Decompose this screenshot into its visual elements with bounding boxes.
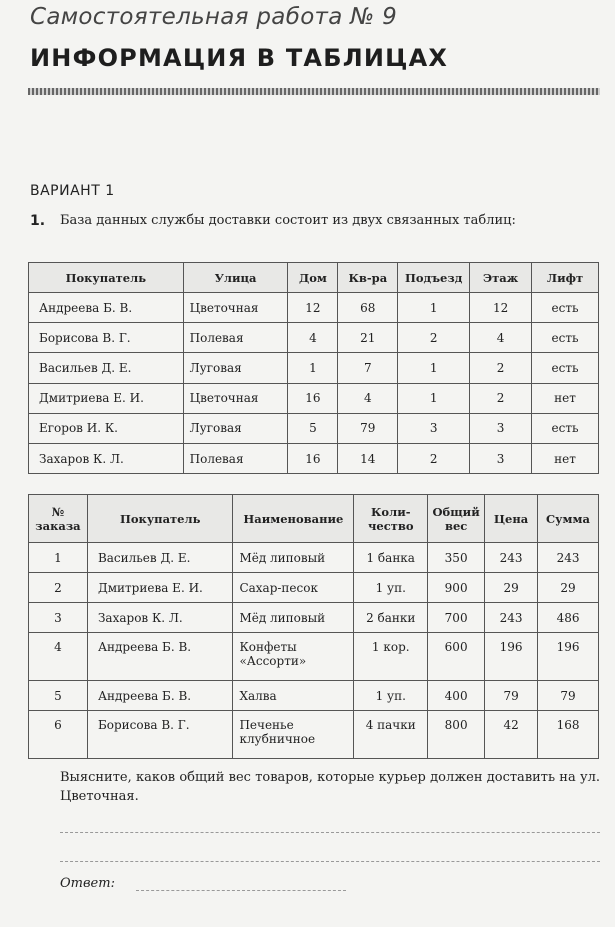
table-cell: 2 (470, 383, 532, 413)
table-cell: Полевая (183, 443, 288, 473)
column-header: № заказа (29, 495, 88, 543)
table-cell: Борисова В. Г. (29, 323, 184, 353)
table-cell: 4 (29, 633, 88, 681)
table-cell: Мёд липовый (233, 543, 354, 573)
table-cell: есть (532, 413, 599, 443)
page-title: ИНФОРМАЦИЯ В ТАБЛИЦАХ (30, 44, 449, 72)
table-cell: Полевая (183, 323, 288, 353)
table-cell: 12 (288, 293, 338, 323)
table-cell: Луговая (183, 353, 288, 383)
table-cell: 2 банки (354, 603, 428, 633)
table-cell: 4 (288, 323, 338, 353)
table-row (29, 681, 599, 711)
column-header: Этаж (470, 263, 532, 293)
table-cell: 7 (338, 353, 398, 383)
table-cell: 12 (470, 293, 532, 323)
table-cell: 196 (485, 633, 538, 681)
table-cell: 4 (470, 323, 532, 353)
table-cell: 14 (338, 443, 398, 473)
table-cell: есть (532, 293, 599, 323)
task-text: База данных службы доставки состоит из двух связанных таблиц: (60, 213, 516, 228)
table-cell: 1 (398, 353, 470, 383)
table-cell: 2 (398, 443, 470, 473)
table-cell: 1 (288, 353, 338, 383)
table-cell: 400 (428, 681, 485, 711)
table-cell: 3 (398, 413, 470, 443)
table-cell: Конфеты «Ассорти» (233, 633, 354, 681)
table-cell: Васильев Д. Е. (87, 543, 232, 573)
table-cell: Цветочная (183, 383, 288, 413)
column-header: Подъезд (398, 263, 470, 293)
table-cell: Дмитриева Е. И. (87, 573, 232, 603)
table-cell: 6 (29, 711, 88, 759)
answer-label: Ответ: (60, 876, 115, 891)
column-header: Коли-чество (354, 495, 428, 543)
table-cell: Андреева Б. В. (29, 293, 184, 323)
table-cell: 1 уп. (354, 681, 428, 711)
table-row (29, 633, 599, 681)
table-cell: 2 (29, 573, 88, 603)
column-header: Покупатель (87, 495, 232, 543)
table-cell: 5 (288, 413, 338, 443)
table-cell: есть (532, 353, 599, 383)
table-cell: Сахар-песок (233, 573, 354, 603)
customers-table (28, 262, 599, 474)
table-cell: 29 (538, 573, 599, 603)
table-cell: 800 (428, 711, 485, 759)
orders-table (28, 494, 599, 759)
answer-writing-line[interactable] (60, 832, 600, 833)
task-number: 1. (30, 213, 46, 229)
column-header: Улица (183, 263, 288, 293)
table-cell: нет (532, 383, 599, 413)
table-cell: 3 (29, 603, 88, 633)
table-cell: 700 (428, 603, 485, 633)
table-cell: нет (532, 443, 599, 473)
table-cell: 243 (485, 543, 538, 573)
table-cell: 79 (538, 681, 599, 711)
column-header: Дом (288, 263, 338, 293)
table-cell: Печенье клубничное (233, 711, 354, 759)
table-cell: 350 (428, 543, 485, 573)
table-cell: 16 (288, 383, 338, 413)
table-cell: 2 (470, 353, 532, 383)
table-cell: 3 (470, 443, 532, 473)
table-cell: 4 (338, 383, 398, 413)
table-cell: 21 (338, 323, 398, 353)
table-row (29, 443, 599, 473)
table-cell: 1 (398, 383, 470, 413)
column-header: Кв-ра (338, 263, 398, 293)
table-cell: 79 (338, 413, 398, 443)
table-cell: 79 (485, 681, 538, 711)
table-row (29, 323, 599, 353)
table-row (29, 353, 599, 383)
answer-writing-line[interactable] (60, 861, 600, 862)
table-row (29, 573, 599, 603)
table-header-row (29, 495, 599, 543)
answer-field[interactable] (136, 890, 346, 891)
table-cell: Халва (233, 681, 354, 711)
question-text: Выясните, каков общий вес товаров, которые курьер должен доставить на ул. Цветочная. (60, 770, 600, 804)
table-cell: 4 пачки (354, 711, 428, 759)
table-cell: 1 (29, 543, 88, 573)
table-cell: Дмитриева Е. И. (29, 383, 184, 413)
column-header: Общий вес (428, 495, 485, 543)
table-cell: Мёд липовый (233, 603, 354, 633)
table-cell: 2 (398, 323, 470, 353)
table-cell: 486 (538, 603, 599, 633)
table-cell: 243 (485, 603, 538, 633)
table-cell: 1 (398, 293, 470, 323)
header-divider (28, 88, 600, 95)
table-cell: 196 (538, 633, 599, 681)
table-cell: Луговая (183, 413, 288, 443)
table-row (29, 293, 599, 323)
column-header: Сумма (538, 495, 599, 543)
table-cell: есть (532, 323, 599, 353)
table-cell: 1 банка (354, 543, 428, 573)
column-header: Цена (485, 495, 538, 543)
table-cell: 600 (428, 633, 485, 681)
table-cell: 29 (485, 573, 538, 603)
column-header: Наименование (233, 495, 354, 543)
table-cell: Егоров И. К. (29, 413, 184, 443)
table-cell: 16 (288, 443, 338, 473)
table-cell: 42 (485, 711, 538, 759)
column-header: Покупатель (29, 263, 184, 293)
table-cell: 68 (338, 293, 398, 323)
table-header-row (29, 263, 599, 293)
variant-label: ВАРИАНТ 1 (30, 183, 115, 199)
table-cell: 1 кор. (354, 633, 428, 681)
table-cell: Цветочная (183, 293, 288, 323)
table-row (29, 543, 599, 573)
table-cell: Андреева Б. В. (87, 633, 232, 681)
table-cell: Васильев Д. Е. (29, 353, 184, 383)
table-cell: Борисова В. Г. (87, 711, 232, 759)
table-cell: 243 (538, 543, 599, 573)
table-cell: Андреева Б. В. (87, 681, 232, 711)
table-row (29, 603, 599, 633)
table-cell: 900 (428, 573, 485, 603)
table-cell: 3 (470, 413, 532, 443)
column-header: Лифт (532, 263, 599, 293)
table-cell: 5 (29, 681, 88, 711)
table-row (29, 413, 599, 443)
table-cell: 1 уп. (354, 573, 428, 603)
table-cell: Захаров К. Л. (87, 603, 232, 633)
table-row (29, 711, 599, 759)
table-row (29, 383, 599, 413)
worksheet-subtitle: Самостоятельная работа № 9 (30, 4, 398, 30)
table-cell: Захаров К. Л. (29, 443, 184, 473)
table-cell: 168 (538, 711, 599, 759)
